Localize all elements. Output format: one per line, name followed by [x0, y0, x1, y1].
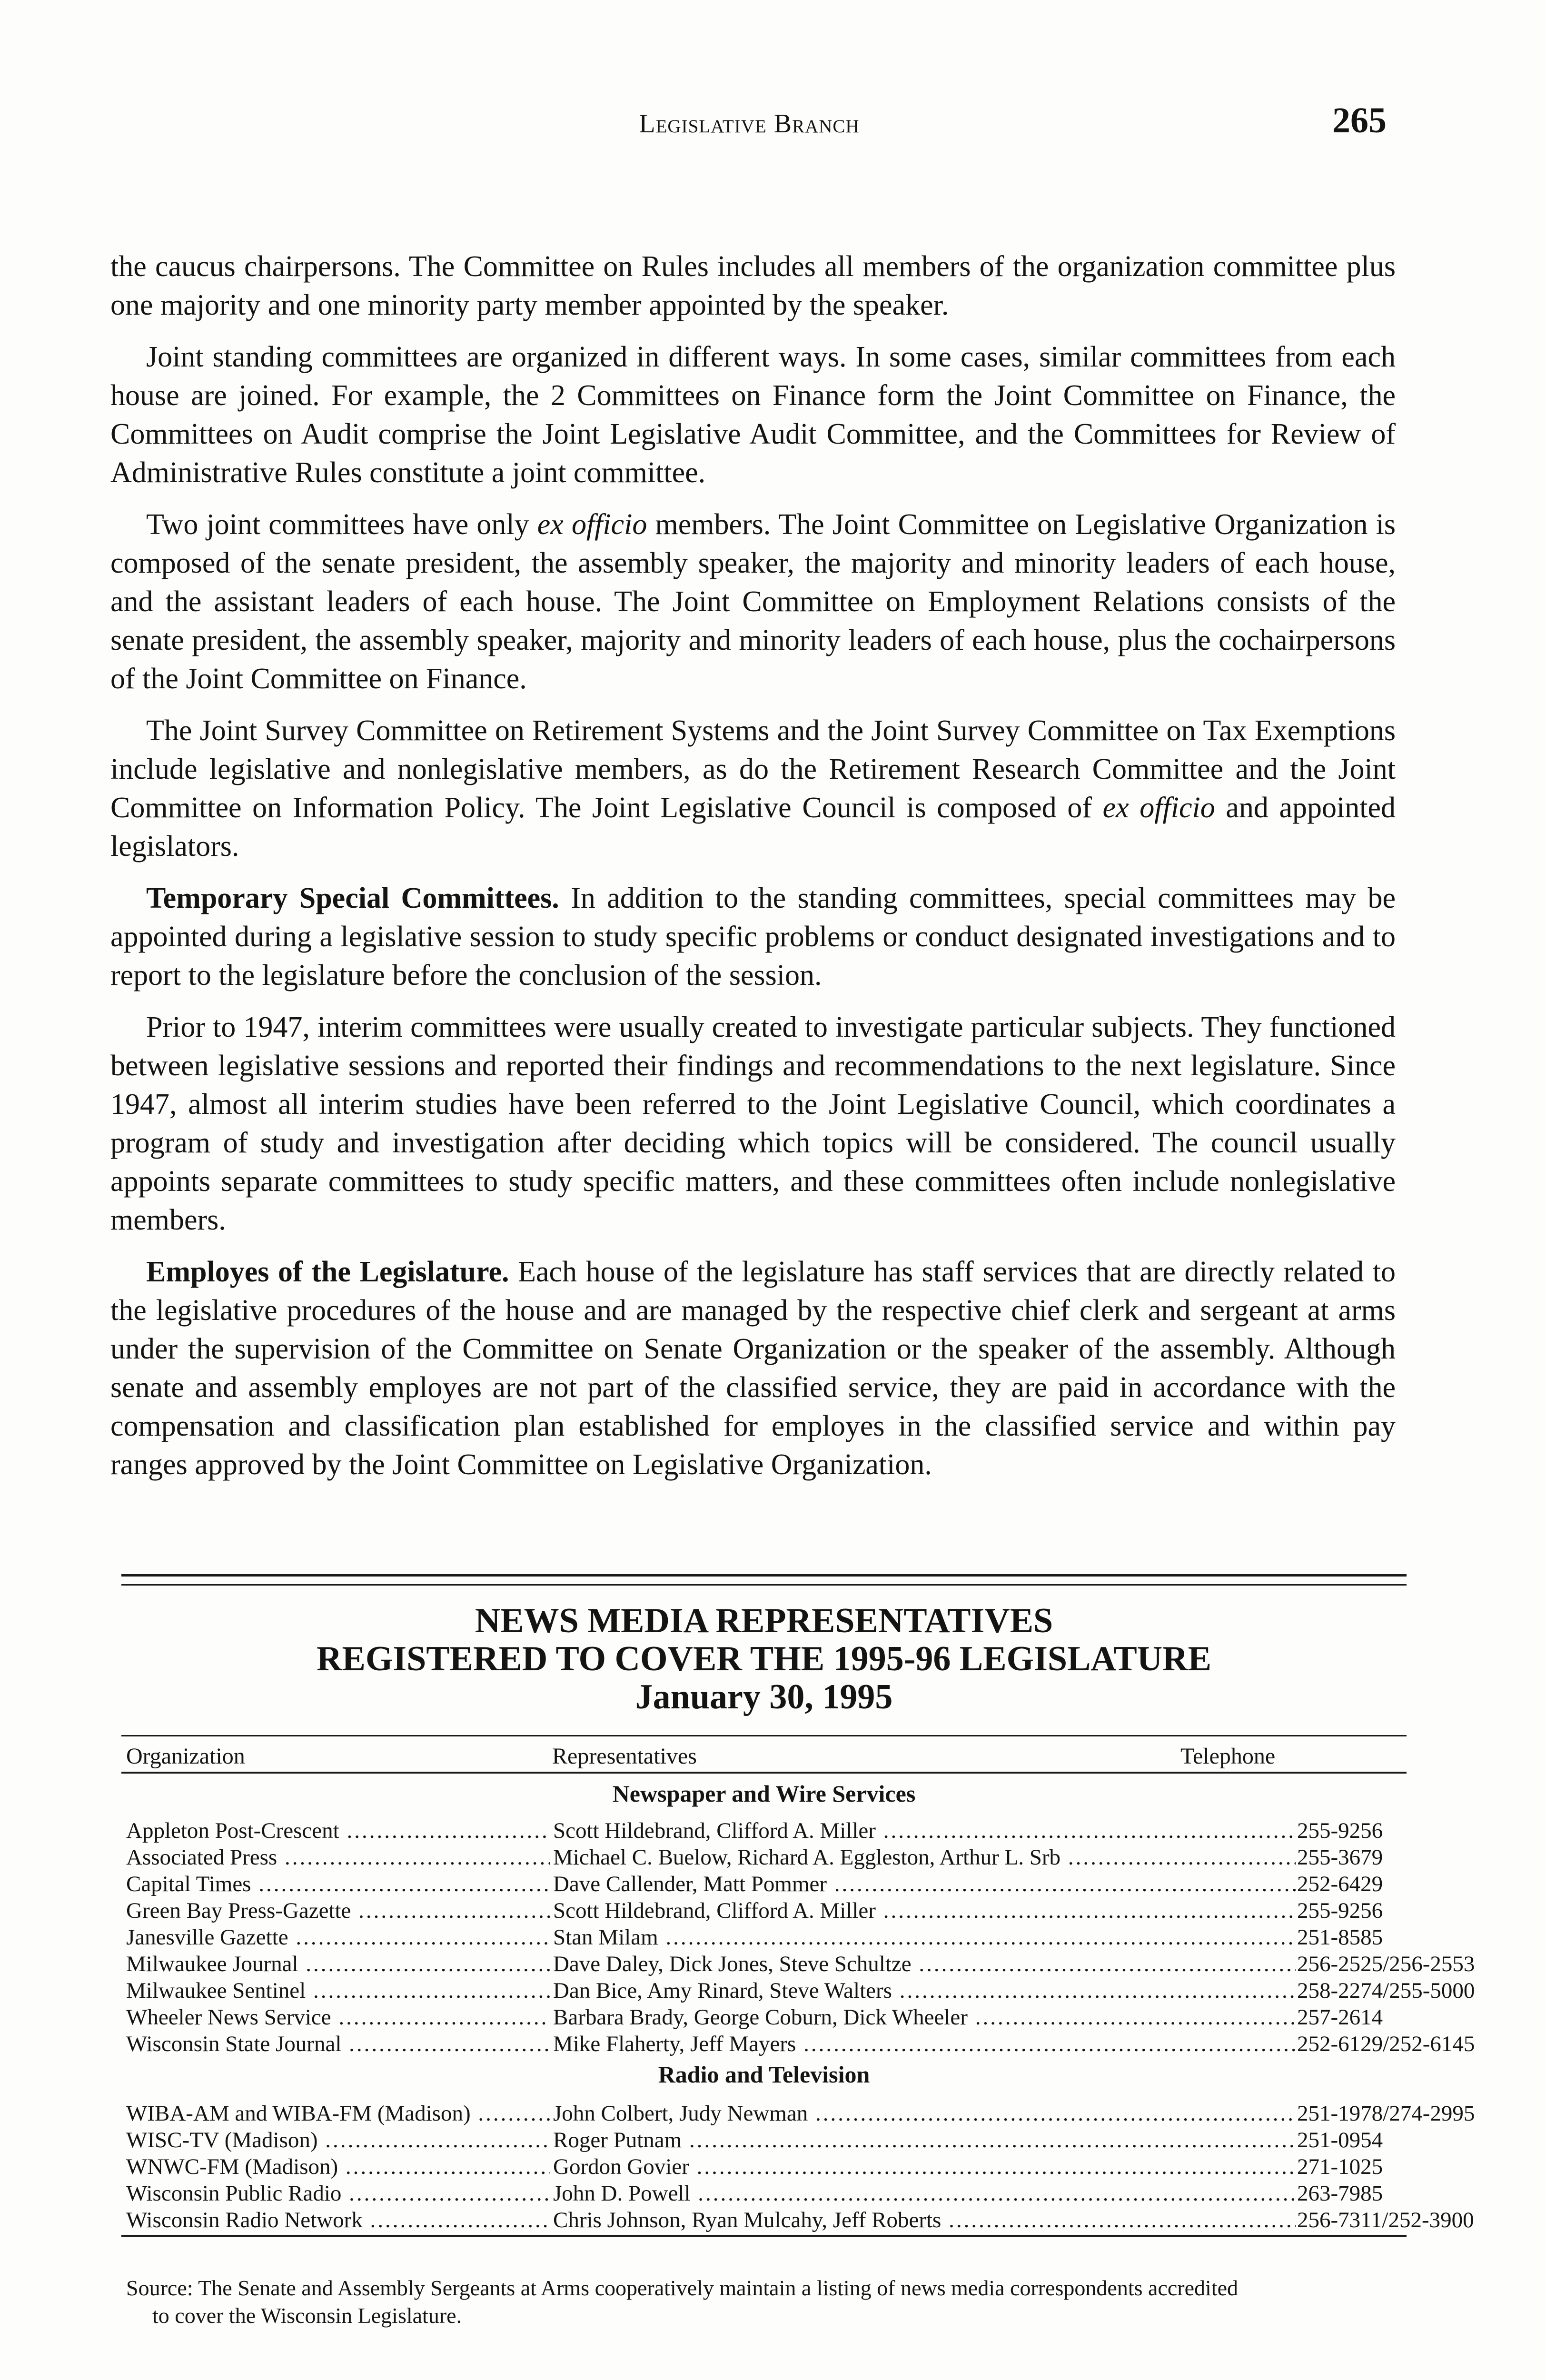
source-note	[126, 2274, 1411, 2330]
table-row	[126, 1817, 1411, 1844]
table-row	[126, 2180, 1411, 2207]
column-header-organization: Organization	[126, 1744, 245, 1769]
table-title	[121, 1602, 1407, 1716]
table-bottom-rule	[121, 2235, 1407, 2237]
table-title-line: NEWS MEDIA REPRESENTATIVES	[475, 1601, 1053, 1640]
organization-cell: Milwaukee Journal .....	[126, 1951, 550, 1977]
telephone-cell: 251-8585	[1297, 1925, 1383, 1950]
representatives-cell: Scott Hildebrand, Clifford A. Miller .....	[553, 1897, 1296, 1924]
organization-cell: WISC-TV (Madison) .....	[126, 2127, 550, 2153]
organization-cell: Wisconsin Radio Network .....	[126, 2207, 550, 2233]
table-top-rule-thin	[121, 1584, 1407, 1586]
organization-cell: Green Bay Press-Gazette .....	[126, 1897, 550, 1924]
text-run: In addition to the standing committees, special committees may be appointed during a legislative session to study specific problems or conduct designated investigations and to report to the legislature before the conclusion of the session.	[110, 882, 1396, 992]
table-row	[126, 1951, 1475, 1977]
emphasis: ex officio	[1102, 792, 1215, 824]
representatives-cell: Stan Milam .....	[553, 1924, 1296, 1951]
table-row	[126, 2127, 1411, 2153]
header-rule	[121, 1735, 1407, 1736]
telephone-cell: 251-0954	[1297, 2128, 1383, 2152]
representatives-cell: John Colbert, Judy Newman .....	[553, 2100, 1296, 2127]
text-run: members. The Joint Committee on Legislative Organization is composed of the senate president, the assembly speaker, the majority and minority leaders of each house, and the assistant leaders of each house. The Joint Committee on Employment Relations consists of the senate president, the assembly speaker, majority and minority leaders of each house, plus the cochairpersons of the Joint Committee on Finance.	[110, 508, 1396, 695]
paragraph-joint-standing: Joint standing committees are organized in different ways. In some cases, similar committees from each house are joined. For example, the 2 Committees on Finance form the Joint Committee on Finance, the Committees on Audit comprise the Joint Legislative Audit Committee, and the Committees for Review of Administrative Rules constitute a joint committee.	[110, 341, 1396, 489]
source-line: to cover the Wisconsin Legislature.	[152, 2303, 462, 2328]
telephone-cell: 251-1978/274-2995	[1297, 2101, 1475, 2126]
organization-cell: Appleton Post-Crescent .....	[126, 1817, 550, 1844]
organization-cell: Janesville Gazette .....	[126, 1924, 550, 1951]
organization-cell: Wisconsin State Journal .....	[126, 2031, 550, 2057]
representatives-cell: Scott Hildebrand, Clifford A. Miller .....	[553, 1817, 1296, 1844]
table-row	[126, 2207, 1474, 2233]
group-heading-newspapers: Newspaper and Wire Services	[612, 1780, 916, 1807]
telephone-cell: 256-2525/256-2553	[1297, 1952, 1475, 1976]
telephone-cell: 255-9256	[1297, 1818, 1383, 1843]
table-row	[126, 1871, 1411, 1897]
table-row	[126, 1977, 1475, 2004]
telephone-cell: 255-3679	[1297, 1845, 1383, 1870]
paragraph-joint-survey	[110, 712, 1396, 866]
text-run: Two joint committees have only	[146, 508, 537, 541]
table-row	[126, 1844, 1411, 1871]
organization-cell: Milwaukee Sentinel .....	[126, 1977, 550, 2004]
representatives-cell: Chris Johnson, Ryan Mulcahy, Jeff Roberts .....	[553, 2207, 1296, 2233]
representatives-cell: Dave Callender, Matt Pommer .....	[553, 1871, 1296, 1897]
lead-heading: Temporary Special Committees.	[146, 882, 559, 914]
representatives-cell: Barbara Brady, George Coburn, Dick Wheeler .....	[553, 2004, 1296, 2031]
paragraph-caucus: the caucus chairpersons. The Committee on Rules includes all members of the organization committee plus one majority and one minority party member appointed by the speaker.	[110, 250, 1396, 321]
representatives-cell: Dave Daley, Dick Jones, Steve Schultze .....	[553, 1951, 1296, 1977]
text-run: and appointed legislators.	[110, 792, 1396, 863]
table-row	[126, 2100, 1475, 2127]
page-number: 265	[1332, 100, 1387, 140]
telephone-cell: 271-1025	[1297, 2154, 1383, 2179]
text-run: The Joint Survey Committee on Retirement Systems and the Joint Survey Committee on Tax Exemptions include legislative and nonlegislative members, as do the Retirement Research Committee and the Joint Committee on Information Policy. The Joint Legislative Council is composed of	[110, 714, 1396, 824]
telephone-cell: 257-2614	[1297, 2005, 1383, 2030]
organization-cell: WIBA-AM and WIBA-FM (Madison) .....	[126, 2100, 550, 2127]
paragraph-employes	[110, 1253, 1396, 1484]
text-run: Each house of the legislature has staff services that are directly related to the legislative procedures of the house and are managed by the respective chief clerk and sergeant at arms under the supervision of the Committee on Senate Organization or the speaker of the assembly. Although senate and assembly employes are not part of the classified service, they are paid in accordance with the compensation and classification plan established for employes in the classified service and within pay ranges approved by the Joint Committee on Legislative Organization.	[110, 1256, 1396, 1481]
body-text	[110, 248, 1396, 1497]
column-header-representatives: Representatives	[552, 1744, 697, 1769]
telephone-cell: 258-2274/255-5000	[1297, 1978, 1475, 2003]
paragraph-temporary-special	[110, 879, 1396, 995]
section-title: Legislative Branch	[639, 109, 860, 139]
table-row	[126, 1897, 1411, 1924]
table-row	[126, 2153, 1411, 2180]
broadcast-table	[126, 2100, 1475, 2233]
table-row	[126, 1924, 1411, 1951]
representatives-cell: John D. Powell .....	[553, 2180, 1296, 2207]
representatives-cell: Gordon Govier .....	[553, 2153, 1296, 2180]
telephone-cell: 263-7985	[1297, 2181, 1383, 2206]
table-row	[126, 2004, 1411, 2031]
lead-heading: Employes of the Legislature.	[146, 1256, 509, 1288]
telephone-cell: 252-6429	[1297, 1872, 1383, 1896]
representatives-cell: Michael C. Buelow, Richard A. Eggleston, Arthur L. Srb .....	[553, 1844, 1296, 1871]
paragraph-ex-officio	[110, 506, 1396, 698]
newspaper-table	[126, 1817, 1475, 2057]
table-title-line: REGISTERED TO COVER THE 1995-96 LEGISLATURE	[317, 1639, 1211, 1678]
telephone-cell: 255-9256	[1297, 1898, 1383, 1923]
organization-cell: Wheeler News Service .....	[126, 2004, 550, 2031]
representatives-cell: Dan Bice, Amy Rinard, Steve Walters .....	[553, 1977, 1296, 2004]
organization-cell: Capital Times .....	[126, 1871, 550, 1897]
source-line: Source: The Senate and Assembly Sergeants at Arms cooperatively maintain a listing of news media correspondents accredited	[126, 2276, 1238, 2300]
representatives-cell: Mike Flaherty, Jeff Mayers .....	[553, 2031, 1296, 2057]
table-top-rule	[121, 1574, 1407, 1577]
organization-cell: Associated Press .....	[126, 1844, 550, 1871]
table-date: January 30, 1995	[635, 1677, 893, 1716]
representatives-cell: Roger Putnam .....	[553, 2127, 1296, 2153]
paragraph-interim: Prior to 1947, interim committees were usually created to investigate particular subjects. They functioned between legislative sessions and reported their findings and recommendations to the next legislature. Since 1947, almost all interim studies have been referred to the Joint Legislative Council, which coordinates a program of study and investigation after deciding which topics will be considered. The council usually appoints separate committees to study specific matters, and these committees often include nonlegislative members.	[110, 1011, 1396, 1236]
organization-cell: Wisconsin Public Radio .....	[126, 2180, 550, 2207]
running-head	[112, 100, 1387, 148]
organization-cell: WNWC-FM (Madison) .....	[126, 2153, 550, 2180]
table-row	[126, 2031, 1475, 2057]
column-header-telephone: Telephone	[1180, 1744, 1276, 1769]
emphasis: ex officio	[537, 508, 647, 541]
header-rule-bottom	[121, 1772, 1407, 1774]
group-heading-broadcast: Radio and Television	[658, 2061, 870, 2088]
telephone-cell: 256-7311/252-3900	[1297, 2208, 1474, 2232]
telephone-cell: 252-6129/252-6145	[1297, 2032, 1475, 2056]
